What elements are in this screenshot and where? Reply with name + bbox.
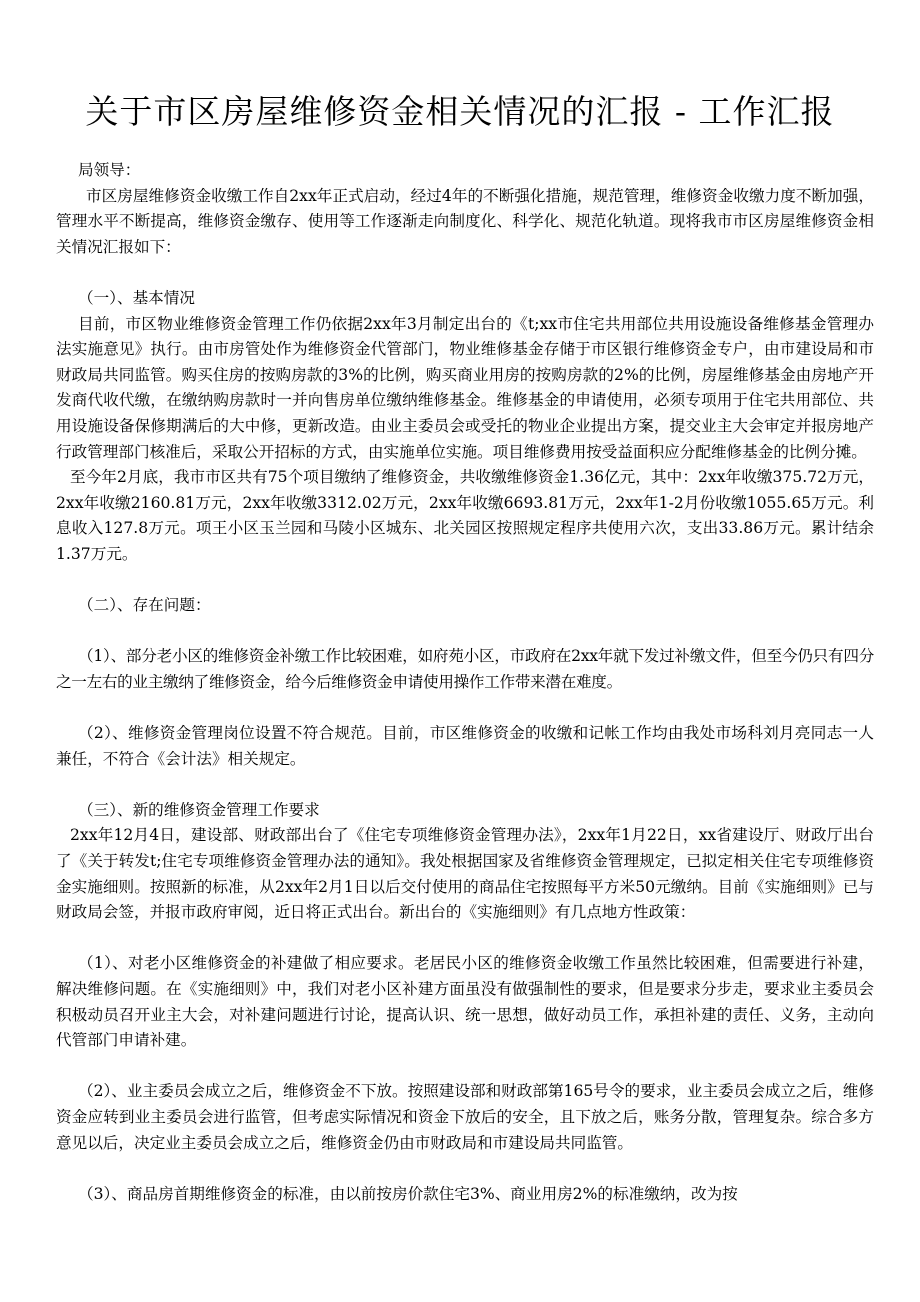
document-title: 关于市区房屋维修资金相关情况的汇报 - 工作汇报	[85, 92, 835, 131]
paragraph-gap	[56, 1156, 874, 1182]
section-1-heading: （一）、基本情况	[78, 288, 195, 307]
paragraph-gap	[56, 772, 874, 798]
paragraph-gap	[56, 1054, 874, 1080]
intro-paragraph: 市区房屋维修资金收缴工作自2xx年正式启动，经过4年的不断强化措施，规范管理，维修资金收缴力度不断加强，管理水平不断提高，维修资金缴存、使用等工作逐渐走向制度化、科学化、规范化轨道。现将我市市区房屋维修资金相关情况汇报如下：	[56, 186, 874, 256]
paragraph-gap	[56, 568, 874, 594]
document-body	[56, 158, 874, 1207]
paragraph-gap	[56, 619, 874, 645]
section-1-paragraph-1: 目前，市区物业维修资金管理工作仍依据2xx年3月制定出台的《t;xx市住宅共用部位共用设施设备维修基金管理办法实施意见》执行。由市房管处作为维修资金代管部门，物业维修基金存储于市区银行维修资金专户，由市建设局和市财政局共同监管。购买住房的按购房款的3%的比例，购买商业用房的按购房款的2%的比例，房屋维修基金由房地产开发商代收代缴，在缴纳购房款时一并向售房单位缴纳维修基金。维修基金的申请使用，必须专项用于住宅共用部位、共用设施设备保修期满后的大中修，更新改造。由业主委员会或受托的物业企业提出方案，提交业主大会审定并报房地产行政管理部门核准后，采取公开招标的方式，由实施单位实施。项目维修费用按受益面积应分配维修基金的比例分摊。	[56, 314, 874, 461]
section-2-paragraph-1: （1）、部分老小区的维修资金补缴工作比较困难，如府苑小区，市政府在2xx年就下发过补缴文件，但至今仍只有四分之一左右的业主缴纳了维修资金，给今后维修资金申请使用操作工作带来潜在难度。	[56, 647, 874, 691]
section-2-paragraph-2: （2）、维修资金管理岗位设置不符合规范。目前，市区维修资金的收缴和记帐工作均由我处市场科刘月亮同志一人兼任，不符合《会计法》相关规定。	[56, 724, 874, 768]
paragraph-gap	[56, 695, 874, 721]
section-3-paragraph-3: （2）、业主委员会成立之后，维修资金不下放。按照建设部和财政部第165号令的要求，业主委员会成立之后，维修资金应转到业主委员会进行监管，但考虑实际情况和资金下放后的安全，且下放之后，账务分散，管理复杂。综合多方意见以后，决定业主委员会成立之后，维修资金仍由市财政局和市建设局共同监管。	[56, 1082, 874, 1152]
section-3-paragraph-2: （1）、对老小区维修资金的补建做了相应要求。老居民小区的维修资金收缴工作虽然比较困难，但需要进行补建，解决维修问题。在《实施细则》中，我们对老小区补建方面虽没有做强制性的要求，但是要求分步走，要求业主委员会积极动员召开业主大会，对补建问题进行讨论，提高认识、统一思想，做好动员工作，承担补建的责任、义务，主动向代管部门申请补建。	[56, 954, 874, 1050]
section-3-paragraph-4: （3）、商品房首期维修资金的标准，由以前按房价款住宅3%、商业用房2%的标准缴纳，改为按	[78, 1184, 738, 1203]
paragraph-gap	[56, 260, 874, 286]
section-1-paragraph-2: 至今年2月底，我市市区共有75个项目缴纳了维修资金，共收缴维修资金1.36亿元，其中：2xx年收缴375.72万元，2xx年收缴2160.81万元，2xx年收缴3312.02万元，2xx年收缴6693.81万元，2xx年1-2月份收缴1055.65万元。利息收入127.8万元。项王小区玉兰园和马陵小区城东、北关园区按照规定程序共使用六次，支出33.86万元。累计结余1.37万元。	[56, 468, 874, 563]
salutation: 局领导：	[78, 161, 141, 179]
section-2-heading: （二）、存在问题：	[78, 596, 211, 615]
section-3-heading: （三）、新的维修资金管理工作要求	[78, 800, 320, 819]
section-3-paragraph-1: 2xx年12月4日，建设部、财政部出台了《住宅专项维修资金管理办法》，2xx年1月22日，xx省建设厅、财政厅出台了《关于转发t;住宅专项维修资金管理办法的通知》。我处根据国家及省维修资金管理规定，已拟定相关住宅专项维修资金实施细则。按照新的标准，从2xx年2月1日以后交付使用的商品住宅按照每平方米50元缴纳。目前《实施细则》已与财政局会签，并报市政府审阅，近日将正式出台。新出台的《实施细则》有几点地方性政策：	[56, 826, 874, 922]
paragraph-gap	[56, 926, 874, 952]
